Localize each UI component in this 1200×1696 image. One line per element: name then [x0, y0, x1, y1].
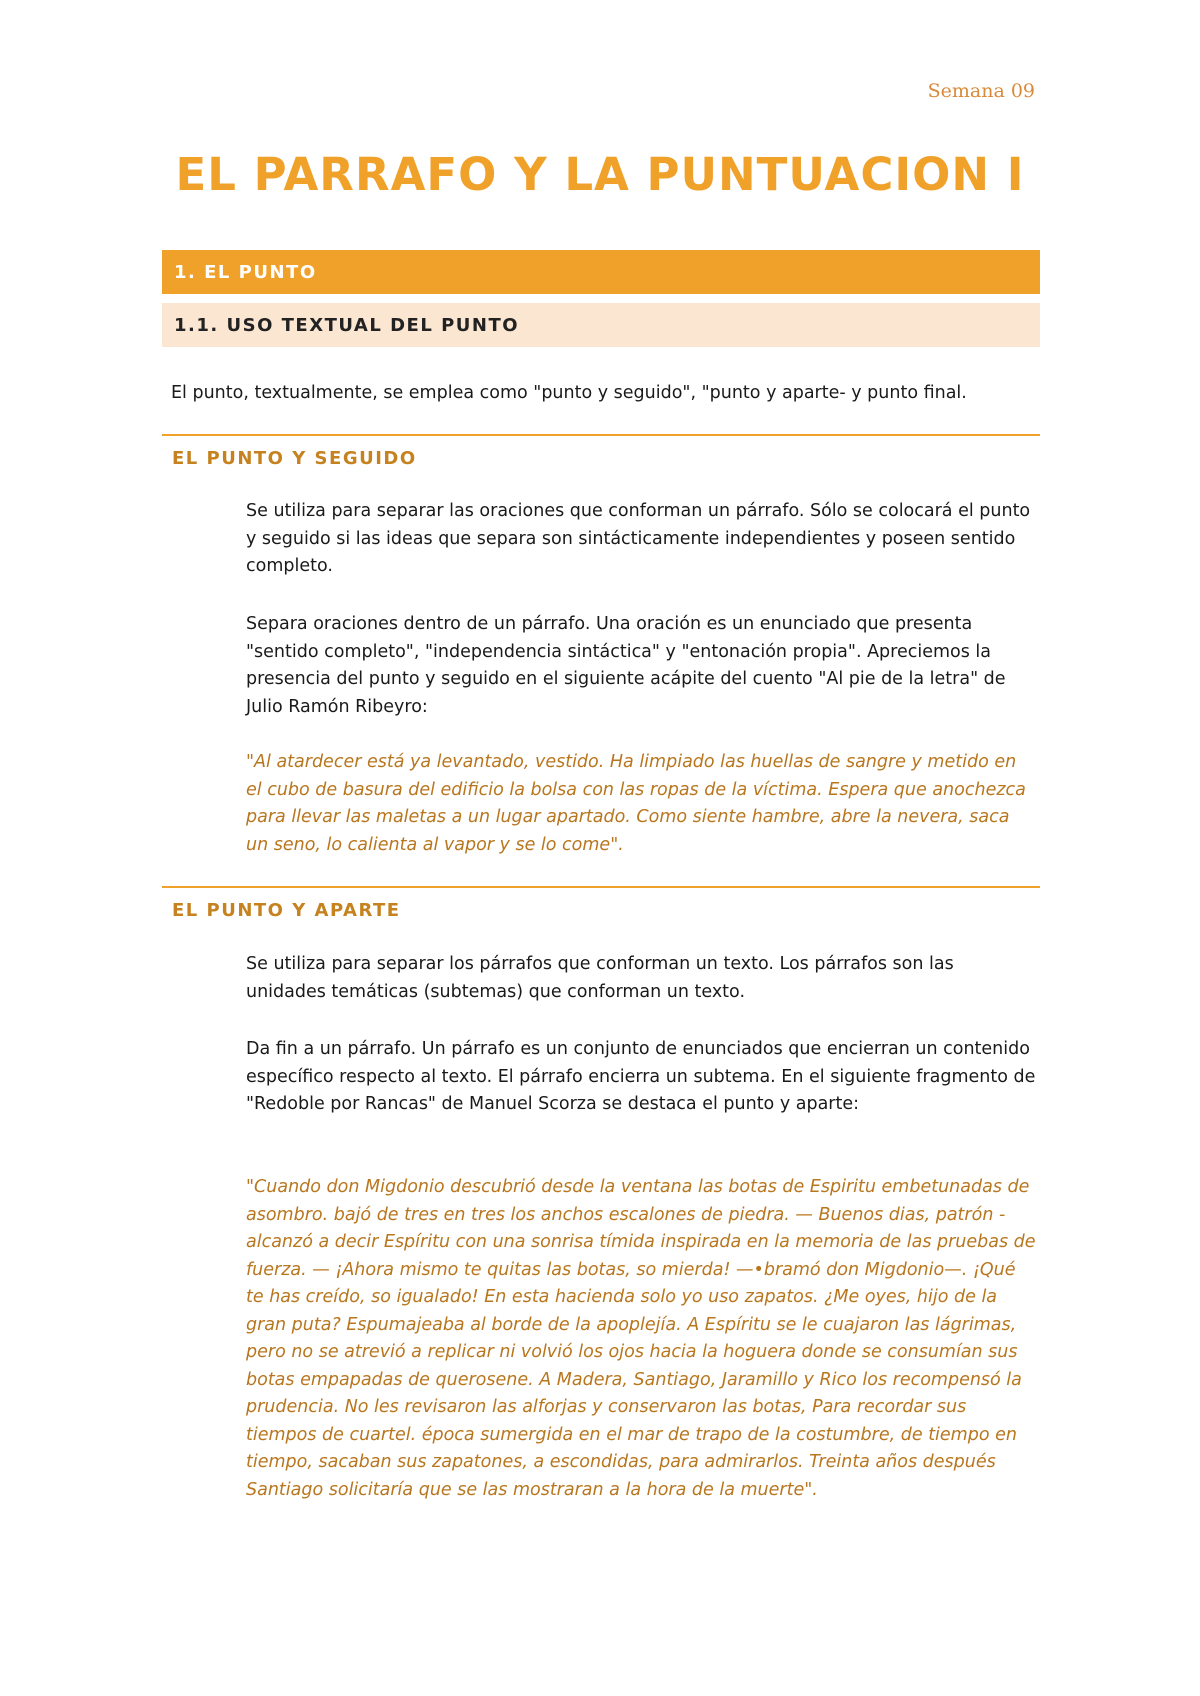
scorza-quote: "Cuando don Migdonio descubrió desde la ventana las botas de Espiritu embetunadas de asombro. bajó de tres en tres los anchos escalones de piedra. — Buenos dias, patrón -alcanzó a decir Espíritu con una sonrisa tímida inspirada en la memoria de las pruebas de fuerza. — ¡Ahora mismo te quitas las botas, so mierda! —•bramó don Migdonio—. ¡Qué te has creído, so igualado! En esta hacienda solo yo uso zapatos. ¿Me oyes, hijo de la gran puta? Espumajeaba al borde de la apoplejía. A Espíritu se le cuajaron las lágrimas, pero no se atrevió a replicar ni volvió los ojos hacia la hoguera donde se consumían sus botas empapadas de querosene. A Madera, Santiago, Jaramillo y Rico los recompensó la prudencia. No les revisaron las alforjas y conservaron las botas, Para recordar sus tiempos de cuartel. época sumergida en el mar de trapo de la costumbre, de tiempo en tiempo, sacaban sus zapatones, a escondidas, para admirarlos. Treinta años después Santiago solicitaría que se las mostraran a la hora de la muerte". — [246, 1177, 1036, 1500]
subsection-heading-uso-textual: 1.1. USO TEXTUAL DEL PUNTO — [162, 303, 1040, 347]
week-label: Semana 09 — [927, 80, 1035, 102]
intro-paragraph: El punto, textualmente, se emplea como "punto y seguido", "punto y aparte- y punto final. — [171, 383, 967, 403]
punto-seguido-paragraph-2: Separa oraciones dentro de un párrafo. Una oración es un enunciado que presenta "sentido completo", "independencia sintáctica" y "entonación propia". Apreciemos la presencia del punto y seguido en el siguiente acápite del cuento "Al pie de la letra" de Julio Ramón Ribeyro: — [246, 614, 1006, 717]
punto-aparte-paragraph-1: Se utiliza para separar los párrafos que conforman un texto. Los párrafos son las unidades temáticas (subtemas) que conforman un texto. — [246, 954, 954, 1002]
punto-seguido-paragraph-1: Se utiliza para separar las oraciones que conforman un párrafo. Sólo se colocará el punto y seguido si las ideas que separa son sintácticamente independientes y poseen sentido completo. — [246, 501, 1031, 576]
section-heading-el-punto: 1. EL PUNTO — [162, 250, 1040, 294]
punto-aparte-paragraph-2: Da fin a un párrafo. Un párrafo es un conjunto de enunciados que encierran un contenido específico respecto al texto. El párrafo encierra un subtema. En el siguiente fragmento de "Redoble por Rancas" de Manuel Scorza se destaca el punto y aparte: — [246, 1039, 1036, 1114]
heading-punto-y-aparte: EL PUNTO Y APARTE — [162, 886, 1040, 921]
heading-punto-y-seguido: EL PUNTO Y SEGUIDO — [162, 434, 1040, 469]
ribeyro-quote: "Al atardecer está ya levantado, vestido. Ha limpiado las huellas de sangre y metido en el cubo de basura del edificio la bolsa con las ropas de la víctima. Espera que anochezca para llevar las maletas a un lugar apartado. Como siente hambre, abre la nevera, saca un seno, lo calienta al vapor y se lo come". — [246, 752, 1026, 855]
document-title: EL PARRAFO Y LA PUNTUACION I — [175, 148, 1025, 201]
